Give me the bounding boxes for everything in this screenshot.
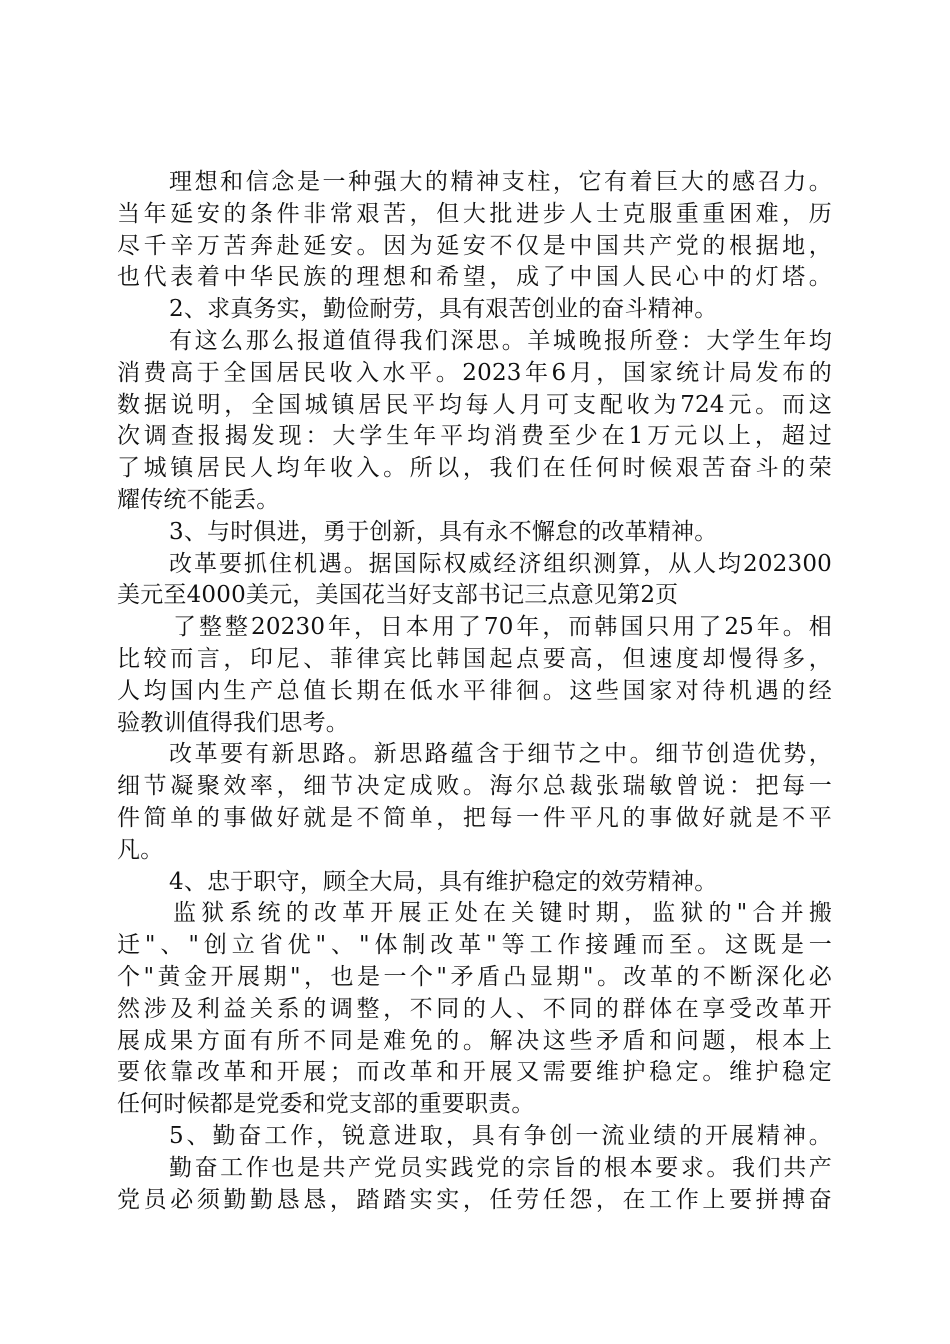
section-heading: 4、忠于职守，顾全大局，具有维护稳定的效劳精神。 — [169, 868, 718, 895]
text-line: 然涉及利益关系的调整，不同的人、不同的群体在享受改革开 — [117, 995, 832, 1022]
text-line: 任何时候都是党委和党支部的重要职责。 — [117, 1091, 535, 1118]
text-line: 耀传统不能丢。 — [117, 486, 280, 513]
text-line: 次调查报揭发现：大学生年平均消费至少在1万元以上，超过 — [117, 423, 832, 450]
text-line: 人均国内生产总值长期在低水平徘徊。这些国家对待机遇的经 — [117, 677, 832, 704]
text-line: 改革要抓住机遇。据国际权威经济组织测算，从人均202300 — [169, 550, 832, 577]
text-line: 了整整20230年，日本用了70年，而韩国只用了25年。相 — [173, 614, 832, 641]
text-line: 展成果方面有所不同是难免的。解决这些矛盾和问题，根本上 — [117, 1027, 832, 1054]
text-line: 个"黄金开展期"，也是一个"矛盾凸显期"。改革的不断深化必 — [117, 963, 832, 990]
text-line: 件简单的事做好就是不简单，把每一件平凡的事做好就是不平 — [117, 804, 832, 831]
text-line: 比较而言，印尼、菲律宾比韩国起点要高，但速度却慢得多， — [117, 645, 832, 672]
text-line: 要依靠改革和开展；而改革和开展又需要维护稳定。维护稳定 — [117, 1059, 832, 1086]
text-line: 细节凝聚效率，细节决定成败。海尔总裁张瑞敏曾说：把每一 — [117, 773, 832, 800]
text-line: 验教训值得我们思考。 — [117, 709, 349, 736]
text-line: 数据说明，全国城镇居民平均每人月可支配收为724元。而这 — [117, 391, 832, 418]
text-line: 勤奋工作也是共产党员实践党的宗旨的根本要求。我们共产 — [169, 1154, 832, 1181]
text-line: 尽千辛万苦奔赴延安。因为延安不仅是中国共产党的根据地， — [117, 232, 832, 259]
text-line: 也代表着中华民族的理想和希望，成了中国人民心中的灯塔。 — [117, 264, 832, 291]
section-heading: 2、求真务实，勤俭耐劳，具有艰苦创业的奋斗精神。 — [169, 296, 718, 323]
text-line: 消费高于全国居民收入水平。2023年6月，国家统计局发布的 — [117, 359, 832, 386]
text-line: 监狱系统的改革开展正处在关键时期，监狱的"合并搬 — [173, 900, 832, 927]
section-heading: 5、勤奋工作，锐意进取，具有争创一流业绩的开展精神。 — [169, 1122, 832, 1149]
section-heading: 3、与时俱进，勇于创新，具有永不懈怠的改革精神。 — [169, 518, 718, 545]
text-line: 凡。 — [117, 836, 164, 863]
text-line: 迁"、"创立省优"、"体制改革"等工作接踵而至。这既是一 — [117, 932, 832, 959]
text-line: 改革要有新思路。新思路蕴含于细节之中。细节创造优势， — [169, 741, 832, 768]
text-line: 党员必须勤勤恳恳，踏踏实实，任劳任怨，在工作上要拼搏奋 — [117, 1186, 832, 1213]
text-line: 有这么那么报道值得我们深思。羊城晚报所登：大学生年均 — [169, 327, 832, 354]
text-line: 了城镇居民人均年收入。所以，我们在任何时候艰苦奋斗的荣 — [117, 455, 832, 482]
text-line: 美元至4000美元，美国花当好支部书记三点意见第2页 — [117, 582, 679, 609]
document-body — [117, 167, 832, 1216]
text-line: 当年延安的条件非常艰苦，但大批进步人士克服重重困难，历 — [117, 200, 832, 227]
text-line: 理想和信念是一种强大的精神支柱，它有着巨大的感召力。 — [169, 169, 832, 195]
